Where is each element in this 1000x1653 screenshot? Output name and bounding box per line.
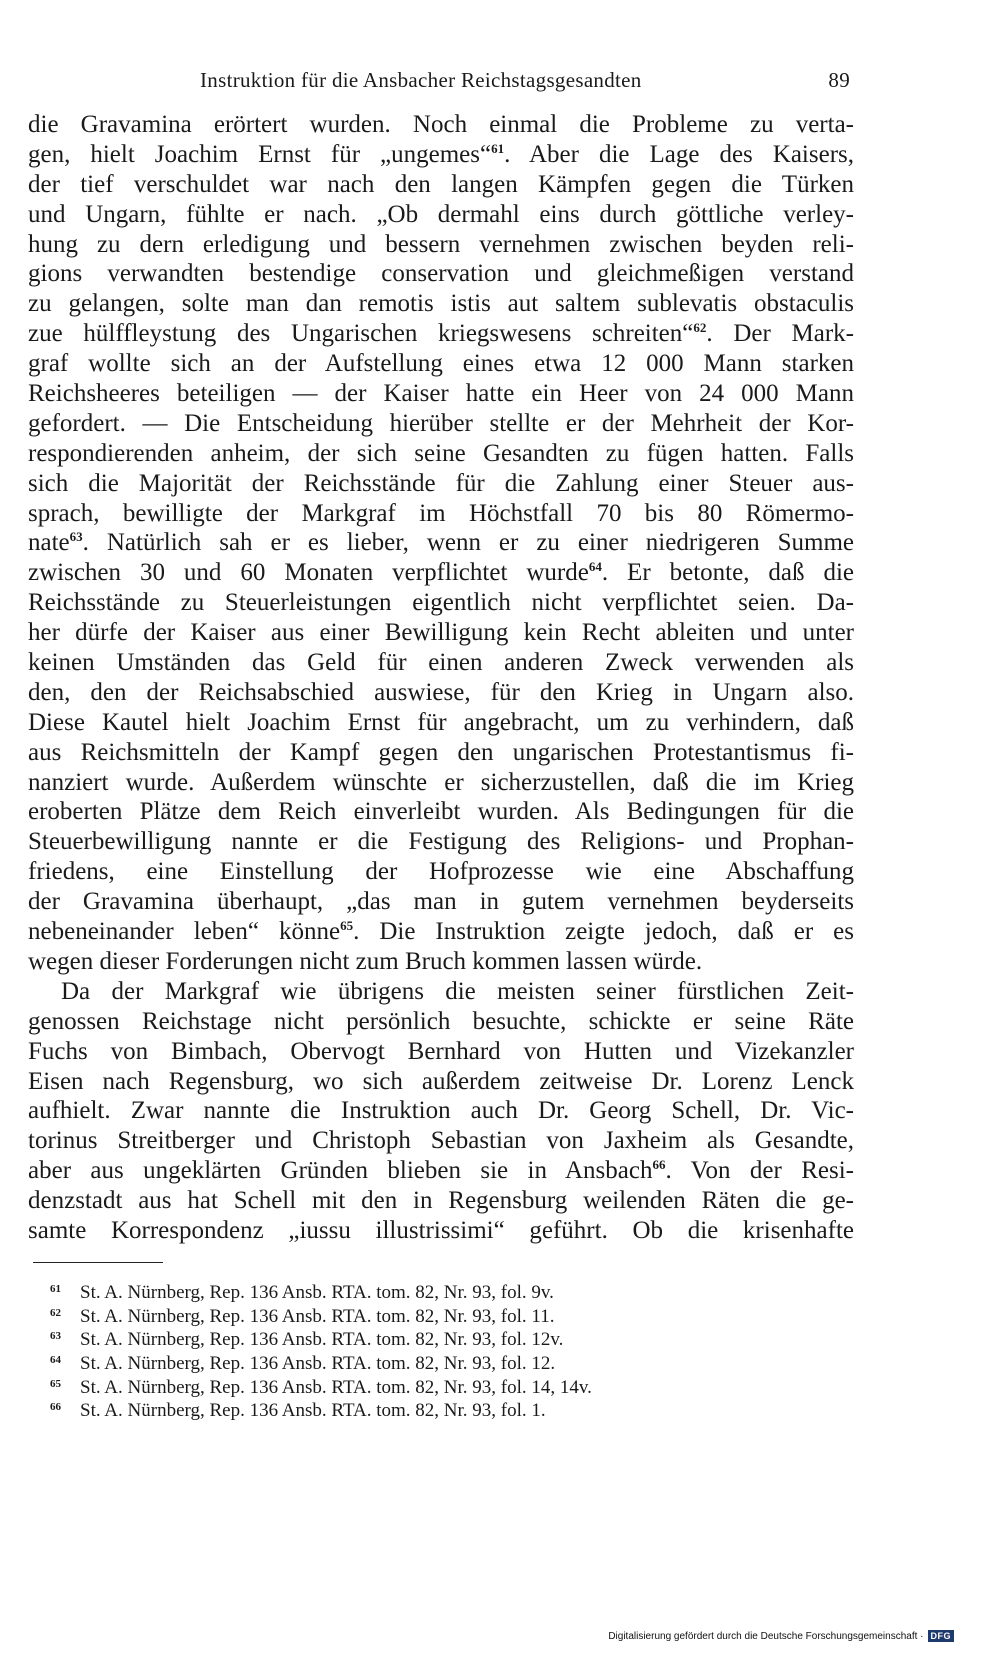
text-line: Da der Markgraf wie übrigens die meisten seiner fürstlichen Zeit-: [61, 977, 854, 1005]
text-line: graf wollte sich an der Aufstellung eines etwa 12 000 Mann starken: [28, 350, 854, 378]
text-line: Reichsheeres beteiligen — der Kaiser hatte ein Heer von 24 000 Mann: [28, 380, 854, 408]
main-text: [28, 110, 854, 1246]
footnote-separator: [33, 1262, 163, 1263]
text-line: Steuerbewilligung nannte er die Festigung des Religions- und Prophan-: [28, 828, 854, 856]
footnote-text: St. A. Nürnberg, Rep. 136 Ansb. RTA. tom. 82, Nr. 93, fol. 12.: [80, 1353, 556, 1375]
footnote: [50, 1349, 810, 1373]
text-line: keinen Umständen das Geld für einen anderen Zweck verwenden als: [28, 649, 854, 677]
footnote: [50, 1278, 810, 1302]
credit-text: Digitalisierung gefördert durch die Deutsche Forschungsgemeinschaft ·: [608, 1630, 924, 1642]
footnote-text: St. A. Nürnberg, Rep. 136 Ansb. RTA. tom. 82, Nr. 93, fol. 11.: [80, 1305, 555, 1327]
text-line: nebeneinander leben“ könne$^{65}$. Die Instruktion zeigte jedoch, daß er es: [28, 918, 854, 946]
text-line: her dürfe der Kaiser aus einer Bewilligung kein Recht ableiten und unter: [28, 619, 854, 647]
text-line: wegen dieser Forderungen nicht zum Bruch kommen lassen würde.: [28, 947, 703, 975]
footnote-number: 64: [50, 1354, 61, 1367]
text-line: Reichsstände zu Steuerleistungen eigentlich nicht verpflichtet seien. Da-: [28, 589, 854, 617]
text-line: den, den der Reichsabschied auswiese, für den Krieg in Ungarn also.: [28, 678, 854, 706]
page-number: 89: [828, 68, 850, 92]
text-line: sich die Majorität der Reichsstände für die Zahlung einer Steuer aus-: [28, 469, 854, 497]
footnote-ref[interactable]: 65: [340, 918, 354, 934]
footnote-ref[interactable]: 61: [491, 140, 505, 156]
footnote-ref[interactable]: 64: [588, 559, 602, 575]
text-line: die Gravamina erörtert wurden. Noch einmal die Probleme zu verta-: [28, 111, 854, 138]
text-line: Eisen nach Regensburg, wo sich außerdem zeitweise Dr. Lorenz Lenck: [28, 1067, 854, 1095]
text-line: aufhielt. Zwar nannte die Instruktion auch Dr. Georg Schell, Dr. Vic-: [28, 1097, 854, 1125]
footnote: [50, 1396, 810, 1420]
text-line: eroberten Plätze dem Reich einverleibt wurden. Als Bedingungen für die: [28, 798, 854, 826]
text-line: sprach, bewilligte der Markgraf im Höchstfall 70 bis 80 Römermo-: [28, 499, 854, 527]
footnote-text: St. A. Nürnberg, Rep. 136 Ansb. RTA. tom. 82, Nr. 93, fol. 1.: [80, 1400, 546, 1422]
text-line: aber aus ungeklärten Gründen blieben sie in Ansbach$^{66}$. Von der Resi-: [28, 1157, 854, 1185]
footnote-text: St. A. Nürnberg, Rep. 136 Ansb. RTA. tom. 82, Nr. 93, fol. 12v.: [80, 1329, 564, 1351]
footnote-number: 62: [50, 1306, 61, 1319]
running-title: Instruktion für die Ansbacher Reichstagsgesandten: [200, 68, 642, 92]
footnote-ref[interactable]: 66: [652, 1157, 666, 1173]
text-line: genossen Reichstage nicht persönlich besuchte, schickte er seine Räte: [28, 1007, 854, 1035]
footnote: [50, 1325, 810, 1349]
text-line: aus Reichsmitteln der Kampf gegen den ungarischen Protestantismus fi-: [28, 738, 854, 766]
text-line: gen, hielt Joachim Ernst für „ungemes“$^{61}$. Aber die Lage des Kaisers,: [28, 140, 855, 168]
footnote-ref[interactable]: 63: [69, 529, 83, 545]
footnote-text: St. A. Nürnberg, Rep. 136 Ansb. RTA. tom. 82, Nr. 93, fol. 14, 14v.: [80, 1376, 592, 1398]
text-line: zwischen 30 und 60 Monaten verpflichtet wurde$^{64}$. Er betonte, daß die: [28, 559, 854, 587]
text-line: zu gelangen, solte man dan remotis istis aut saltem sublevatis obstaculis: [28, 290, 854, 318]
text-line: zue hülffleystung des Ungarischen kriegswesens schreiten“$^{62}$. Der Mark-: [28, 320, 855, 348]
text-line: torinus Streitberger und Christoph Sebastian von Jaxheim als Gesandte,: [28, 1127, 854, 1155]
running-header: [200, 68, 850, 93]
text-line: Fuchs von Bimbach, Obervogt Bernhard von Hutten und Vizekanzler: [28, 1037, 854, 1065]
footnote-text: St. A. Nürnberg, Rep. 136 Ansb. RTA. tom. 82, Nr. 93, fol. 9v.: [80, 1282, 554, 1303]
text-line: und Ungarn, fühlte er nach. „Ob dermahl eins durch göttliche verley-: [28, 200, 854, 228]
text-line: friedens, eine Einstellung der Hofprozesse wie eine Abschaffung: [28, 858, 854, 886]
footnote-number: 61: [50, 1283, 61, 1295]
footnotes: [50, 1278, 810, 1420]
paragraph-1: [28, 110, 854, 977]
text-line: der tief verschuldet war nach den langen Kämpfen gegen die Türken: [28, 170, 854, 198]
footnote-number: 65: [50, 1377, 61, 1390]
text-line: nanziert wurde. Außerdem wünschte er sicherzustellen, daß die im Krieg: [28, 768, 854, 796]
text-line: respondierenden anheim, der sich seine Gesandten zu fügen hatten. Falls: [28, 439, 854, 467]
text-line: nate$^{63}$. Natürlich sah er es lieber, wenn er zu einer niedrigeren Summe: [28, 529, 854, 557]
text-line: denzstadt aus hat Schell mit den in Regensburg weilenden Räten die ge-: [28, 1187, 854, 1215]
digitization-credit: [608, 1630, 954, 1642]
footnote-number: 66: [50, 1401, 61, 1414]
text-line: hung zu dern erledigung und bessern vernehmen zwischen beyden reli-: [28, 230, 854, 258]
text-line: gefordert. — Die Entscheidung hierüber stellte er der Mehrheit der Kor-: [28, 409, 854, 437]
footnote: [50, 1302, 810, 1326]
footnote-ref[interactable]: 62: [693, 320, 707, 336]
text-line: gions verwandten bestendige conservation und gleichmeßigen verstand: [28, 260, 854, 288]
text-line: samte Korrespondenz „iussu illustrissimi“ geführt. Ob die krisenhafte: [28, 1216, 854, 1244]
text-line: der Gravamina überhaupt, „das man in gutem vernehmen beyderseits: [28, 888, 854, 916]
paragraph-2: [28, 977, 854, 1246]
footnote: [50, 1373, 810, 1397]
text-line: Diese Kautel hielt Joachim Ernst für angebracht, um zu verhindern, daß: [28, 708, 854, 736]
dfg-logo: DFG: [928, 1630, 955, 1642]
footnote-number: 63: [50, 1330, 61, 1343]
